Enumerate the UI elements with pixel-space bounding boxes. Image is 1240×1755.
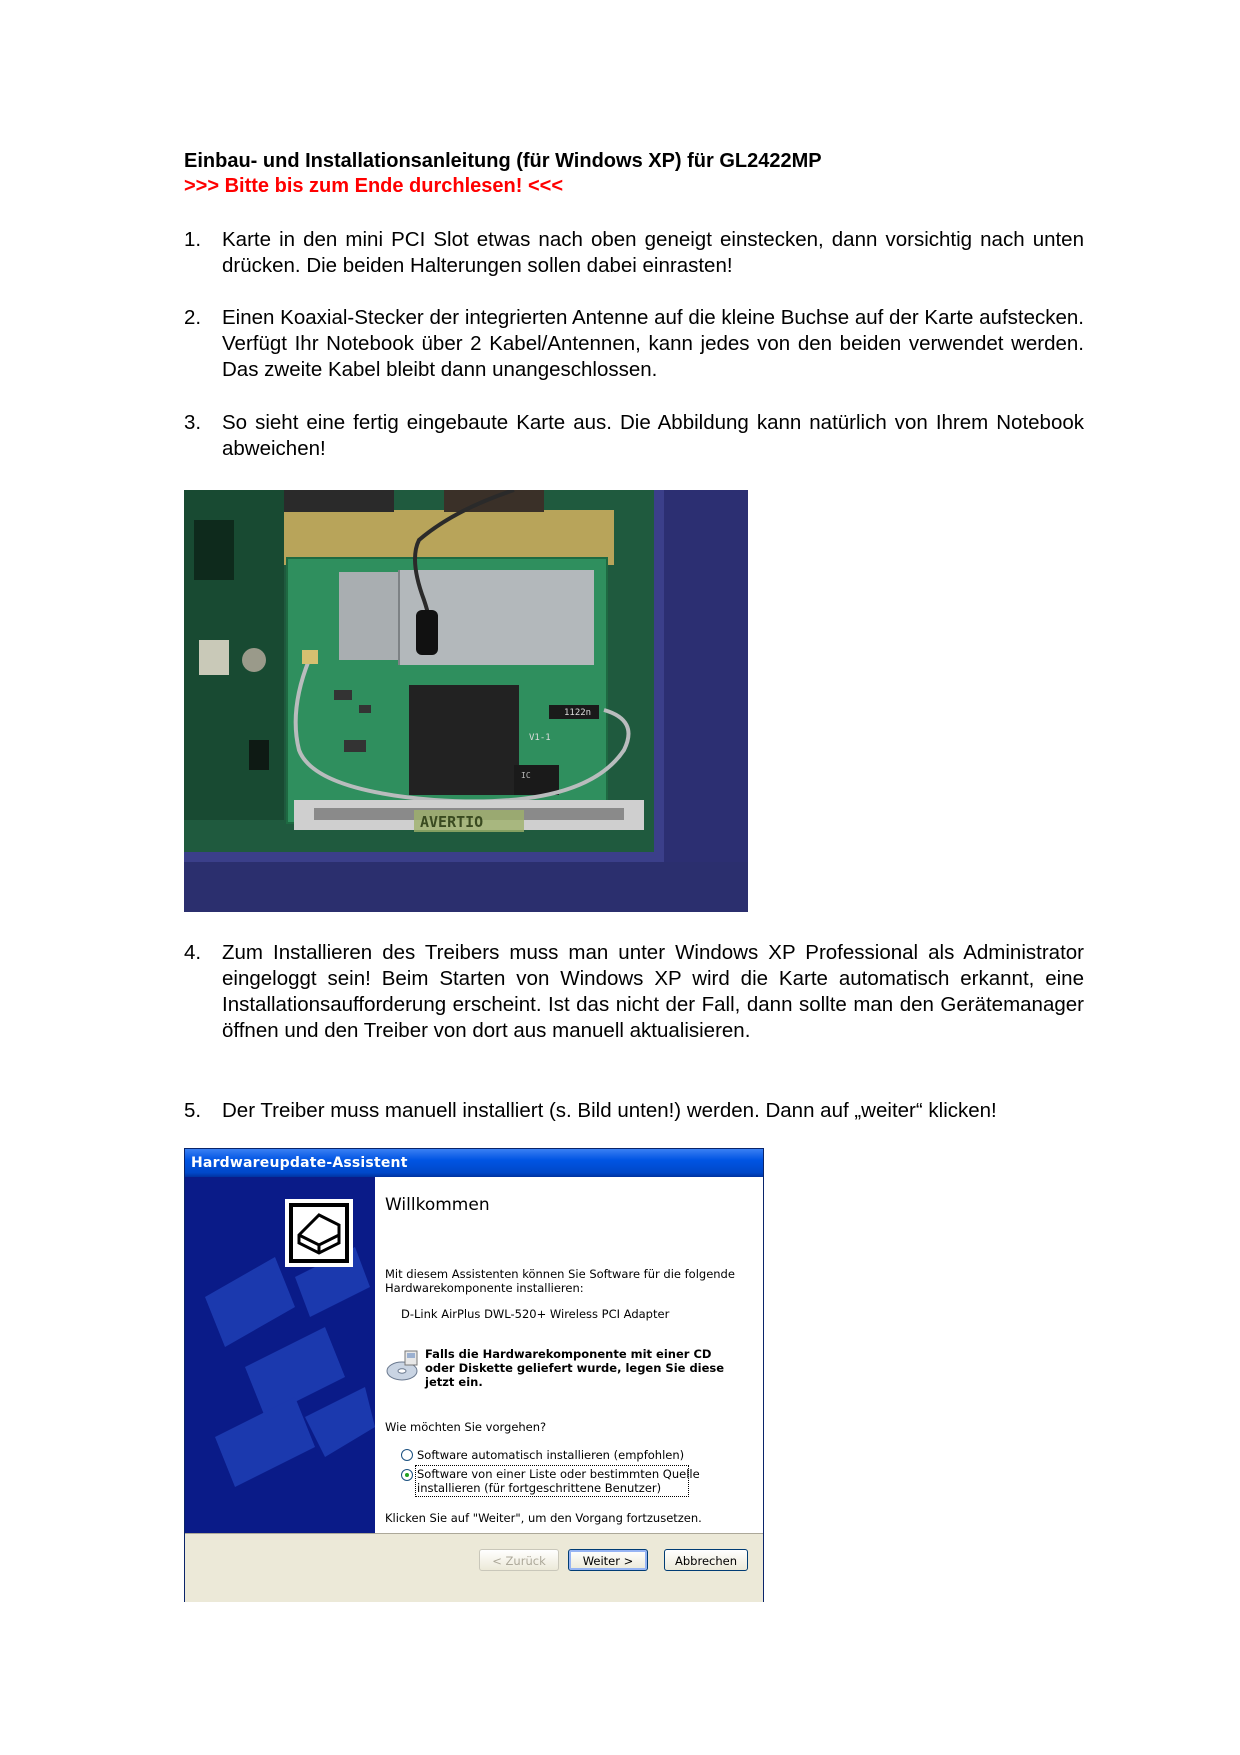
- wizard-side-banner: [185, 1177, 375, 1533]
- step-4: [184, 940, 1084, 1044]
- cd-icon: [385, 1349, 419, 1383]
- hardware-update-wizard: [184, 1148, 764, 1602]
- intro-text-line-1: Mit diesem Assistenten können Sie Software für die folgende: [385, 1267, 735, 1281]
- cd-hint-line-3: jetzt ein.: [425, 1375, 483, 1389]
- step-2: [184, 305, 1084, 383]
- step-text: Der Treiber muss manuell installiert (s. Bild unten!) werden. Dann auf „weiter“ klicken!: [222, 1099, 997, 1122]
- slot-label: AVERTIO: [420, 813, 484, 831]
- radio-auto-install[interactable]: [401, 1449, 413, 1461]
- question-text: Wie möchten Sie vorgehen?: [385, 1420, 547, 1434]
- option-manual-install-line-2[interactable]: installieren (für fortgeschrittene Benutzer): [417, 1481, 662, 1495]
- next-button[interactable]: Weiter >: [568, 1549, 648, 1571]
- step-text: So sieht eine fertig eingebaute Karte aus. Die Abbildung kann natürlich von Ihrem Notebook abweichen!: [222, 411, 1084, 460]
- card-marking: 1122n: [564, 708, 592, 718]
- step-3: [184, 410, 1084, 462]
- cancel-button[interactable]: Abbrechen: [664, 1549, 748, 1571]
- step-number: 1.: [184, 228, 202, 251]
- step-text: Zum Installieren des Treibers muss man unter Windows XP Professional als Administrator eingeloggt sein! Beim Starten von Windows XP wird die Karte automatisch erkannt, eine Installationsaufforderung erscheint. Ist das nicht der Fall, dann sollte man den Gerätemanager öffnen und den Treiber von dort aus manuell aktualisieren.: [222, 941, 1084, 1042]
- installed-card-photo: [184, 490, 748, 912]
- card-photo-illustration: [184, 490, 748, 912]
- option-manual-install-line-1[interactable]: Software von einer Liste oder bestimmten Quelle: [417, 1467, 700, 1481]
- wizard-heading: Willkommen: [385, 1195, 490, 1215]
- step-number: 2.: [184, 306, 202, 329]
- radio-manual-install[interactable]: [401, 1469, 413, 1481]
- cd-hint-line-2: oder Diskette geliefert wurde, legen Sie diese: [425, 1361, 725, 1375]
- continue-hint: Klicken Sie auf "Weiter", um den Vorgang fortzusetzen.: [385, 1511, 702, 1525]
- option-auto-install-label[interactable]: Software automatisch installieren (empfohlen): [417, 1448, 685, 1462]
- warning-subtitle: >>> Bitte bis zum Ende durchlesen! <<<: [184, 175, 564, 197]
- wizard-banner-art: [185, 1177, 375, 1533]
- back-button[interactable]: < Zurück: [479, 1549, 559, 1571]
- intro-text-line-2: Hardwarekomponente installieren:: [385, 1281, 584, 1295]
- device-name: D-Link AirPlus DWL-520+ Wireless PCI Adapter: [401, 1307, 670, 1321]
- step-1: [184, 227, 1084, 279]
- document-title: Einbau- und Installationsanleitung (für Windows XP) für GL2422MP: [184, 150, 822, 172]
- step-text: Einen Koaxial-Stecker der integrierten Antenne auf die kleine Buchse auf der Karte aufstecken. Verfügt Ihr Notebook über 2 Kabel/Antennen, kann jedes von den beiden verwendet werden. Das zweite Kabel bleibt dann unangeschlossen.: [222, 306, 1084, 381]
- step-number: 5.: [184, 1099, 202, 1122]
- wizard-title-bar: Hardwareupdate-Assistent: [185, 1149, 763, 1177]
- step-5: [184, 1098, 1084, 1124]
- wizard-button-bar: [185, 1533, 763, 1602]
- wizard-content: [375, 1177, 763, 1533]
- step-text: Karte in den mini PCI Slot etwas nach oben geneigt einstecken, dann vorsichtig nach unten drücken. Die beiden Halterungen sollen dabei einrasten!: [222, 228, 1084, 277]
- cd-hint-line-1: Falls die Hardwarekomponente mit einer CD: [425, 1347, 712, 1361]
- card-version: V1-1: [529, 733, 551, 743]
- step-number: 3.: [184, 411, 202, 434]
- chip-label: IC: [521, 771, 531, 780]
- step-number: 4.: [184, 941, 202, 964]
